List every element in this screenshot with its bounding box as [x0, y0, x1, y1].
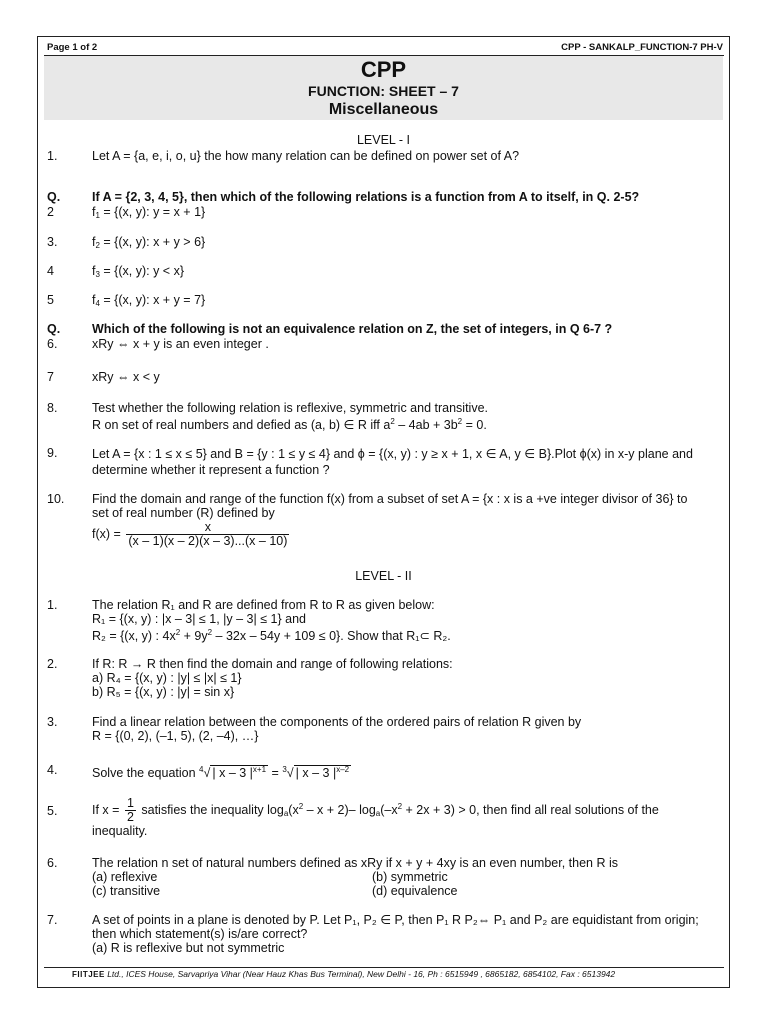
q2-number: 2 [47, 205, 54, 219]
level-2-heading: LEVEL - II [355, 569, 412, 583]
radical-1: $^4$√ | x – 3 $|^{x+1}$ [199, 765, 267, 780]
footer-address: FIITJEE Ltd., ICES House, Sarvapriya Vihar (Near Hauz Khas Bus Terminal), New Delhi - 16, Ph : 6515949 , 6865182, 6854102, Fax : 6513942 [72, 969, 616, 979]
q1-number: 1. [47, 149, 58, 163]
q8-number: 8. [47, 401, 58, 415]
l2-q1-text: The relation R₁ and R are defined from R to R as given below: R₁ = {(x, y) : |x – 3| ≤ 1, |y – 3| ≤ 1} and R₂ = {(x, y) : $4x^2 + 9y^2 - 32x - 54y + 109 \le 0$}. Show that R₁⊂ R₂. [92, 598, 451, 643]
title-topic: Miscellaneous [328, 101, 439, 118]
page-number: Page 1 of 2 [47, 42, 98, 53]
option-c: (c) transitive [92, 884, 161, 898]
qb-number: Q. [47, 322, 61, 336]
option-a: (a) reflexive [92, 870, 158, 884]
option-b: (b) symmetric [372, 870, 448, 884]
l2-q7-number: 7. [47, 913, 58, 927]
l2-q5-text: If x = $\frac{1}{2}$ satisfies the inequality $\log_a(x^2 - x + 2)-$ $\log_a(-x^2 + 2x + 3) > 0$, then find all real solutions of the inequality. [92, 796, 659, 838]
q7-text: xRy ⇔ x < y [92, 370, 160, 384]
q5-text: $f_4 = \{(x$, y): x + y = 7} [92, 293, 206, 308]
q5-fraction: $\frac{1}{2}$ [126, 796, 134, 824]
q9-text: Let A = {x : 1 ≤ x ≤ 5} and B = {y : 1 ≤ y ≤ 4} and ϕ = {(x, y) : y ≥ x + 1, x ∈ A, y ∈ B}.Plot ϕ(x) in x-y plane and determine whether it represent a function ? [92, 447, 693, 477]
q10-text: Find the domain and range of the function f(x) from a subset of set A = {x : x is a +ve integer divisor of 36} to set of real number (R) defined by f(x) = $\frac{x}{(x - 1)(x - 2)(x - 3)...(x - 10)}$ [92, 492, 688, 548]
q10-number: 10. [47, 492, 65, 506]
l2-q6-text: The relation n set of natural numbers defined as xRy if x + y + 4xy is an even number, then R is (a) reflexive (b) symmetric (c) transitive (d) equivalence [92, 856, 618, 898]
qb-text: Which of the following is not an equivalence relation on Z, the set of integers, in Q 6-7 ? [92, 322, 613, 336]
q4-number: 4 [47, 264, 54, 278]
l2-q4-text: Solve the equation $^4$√ | x – 3 $|^{x+1} = ^3√$ | x – 3 $|^{x-2}$ [92, 765, 350, 780]
l2-q2-text: If R: R → R then find the domain and range of following relations: a) R₄ = {(x, y) : |y| ≤ |x| ≤ 1} b) R₅ = {(x, y) : |y| = sin x} [92, 657, 453, 699]
title-block [44, 56, 723, 120]
title-sheet: FUNCTION: SHEET – 7 [308, 83, 459, 99]
qa-text: If A = {2, 3, 4, 5}, then which of the following relations is a function from A to itself, in Q. 2-5? [92, 190, 640, 204]
q5-number: 5 [47, 293, 54, 307]
q9-number: 9. [47, 446, 58, 460]
q7-number: 7 [47, 370, 54, 384]
q6-text: xRy ⇔ x + y is an even integer . [92, 337, 269, 351]
radical-2: $^3$√ | x – 3 $|^{x-2}$ [282, 765, 350, 780]
q1-text: Let A = {a, e, i, o, u} the how many relation can be defined on power set of A? [92, 149, 520, 163]
qa-number: Q. [47, 190, 61, 204]
footer-divider [44, 967, 724, 968]
document-code: CPP - SANKALP_FUNCTION-7 PH-V [561, 42, 723, 53]
title-main: CPP [360, 57, 407, 82]
q3-number: 3. [47, 235, 58, 249]
l2-q4-number: 4. [47, 763, 58, 777]
option-d: (d) equivalence [372, 884, 458, 898]
q4-text: $f_3 = \{(x$, y): y < x} [92, 264, 184, 279]
l2-q7-text: A set of points in a plane is denoted by P. Let P₁, P₂ ∈ P, then P₁ R P₂⇔ P₁ and P₂ are equidistant from origin; then which statement(s) is/are correct? (a) R is reflexive but not symmetric [92, 913, 699, 955]
q2-text: $f_1 = \{(x$, y): y = x + 1} [92, 205, 206, 220]
fiitjee-logo: FIITJEE [72, 970, 105, 979]
l2-q1-number: 1. [47, 598, 58, 612]
l2-q6-number: 6. [47, 856, 58, 870]
l2-q3-text: Find a linear relation between the components of the ordered pairs of relation R given by R = {(0, 2), (–1, 5), (2, –4), …} [92, 715, 582, 743]
l2-q5-number: 5. [47, 804, 58, 818]
q3-text: $f_2 = \{(x$, y): x + y > 6} [92, 235, 206, 250]
q8-text: Test whether the following relation is reflexive, symmetric and transitive. R on set of real numbers and defied as (a, b) ∈ R iff $a^2 - 4ab + 3b^2 = 0$. [92, 401, 488, 432]
q10-fraction: $\frac{x}{(x - 1)(x - 2)(x - 3)...(x - 10)}$ [128, 520, 288, 548]
l2-q3-number: 3. [47, 715, 58, 729]
level-1-heading: LEVEL - I [356, 133, 411, 147]
q6-number: 6. [47, 337, 58, 351]
l2-q2-number: 2. [47, 657, 58, 671]
